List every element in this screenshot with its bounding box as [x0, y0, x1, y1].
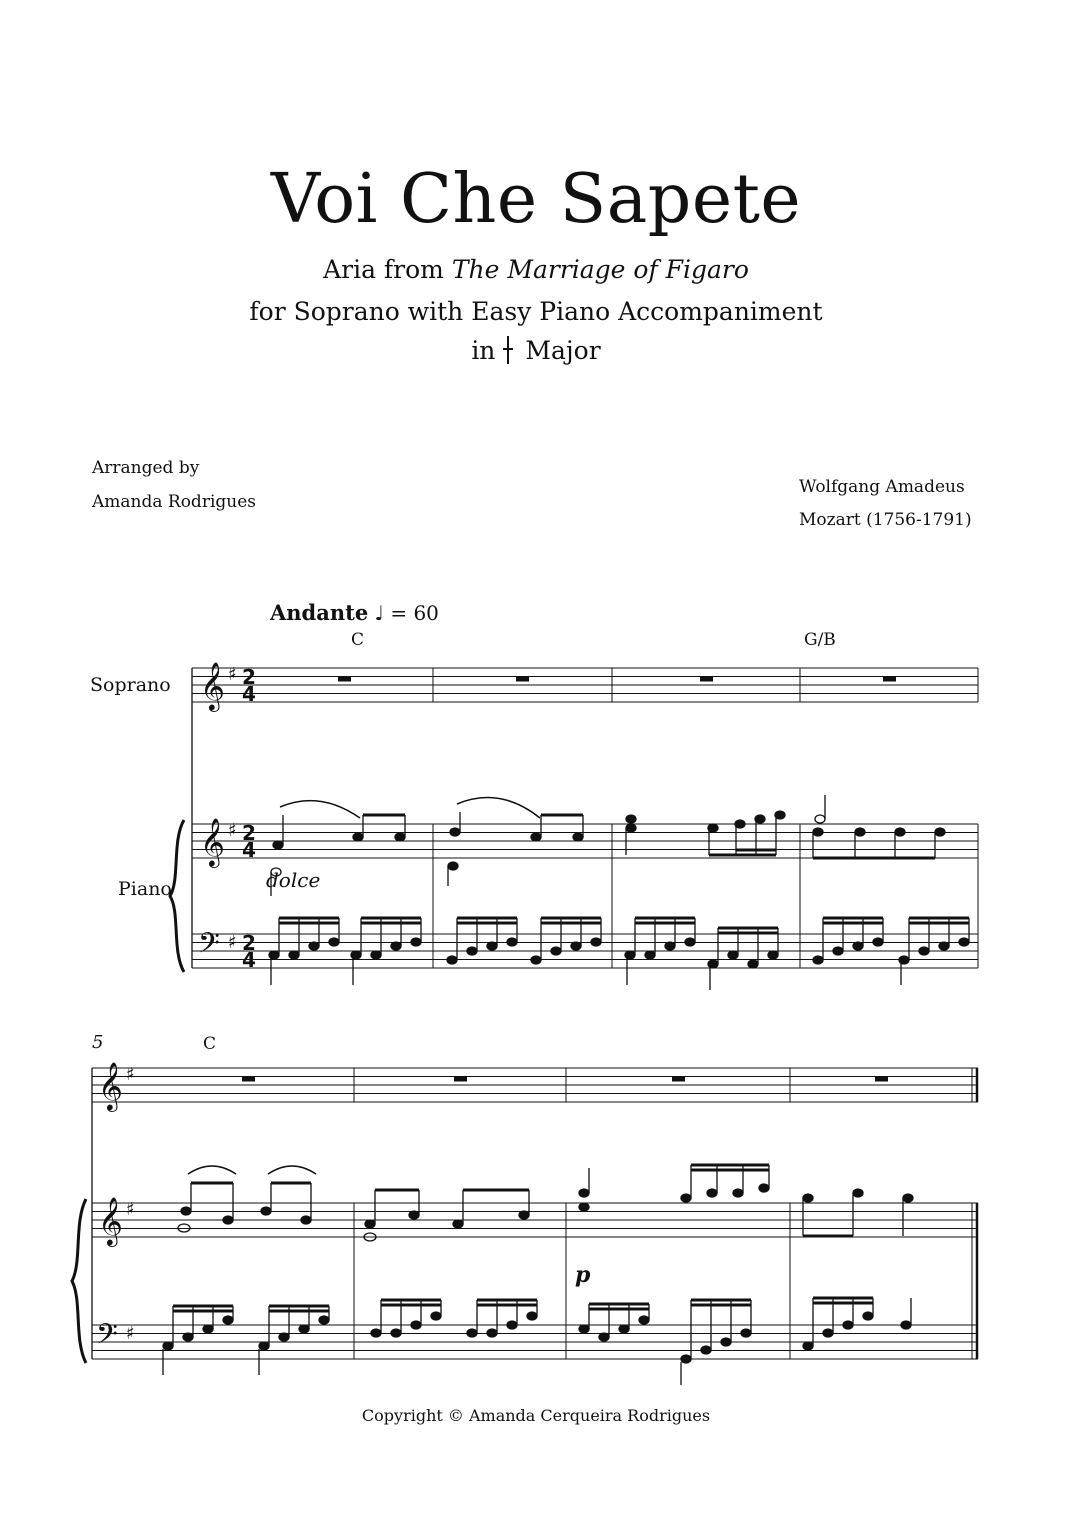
subtitle-prefix: Aria from: [323, 255, 452, 284]
whole-rest: [700, 677, 713, 682]
composer-line2: Mozart (1756-1791): [799, 510, 972, 530]
bass-figure: [371, 1300, 441, 1337]
whole-rest: [875, 1077, 888, 1082]
sharp-icon: ♯: [228, 932, 237, 953]
whole-rest: [338, 677, 351, 682]
treble-clef-icon: 𝄞: [200, 817, 225, 866]
subtitle-work: The Marriage of Figaro: [451, 255, 749, 284]
treble-clef-icon: 𝄞: [98, 1061, 123, 1110]
sharp-icon: ♯: [126, 1323, 135, 1344]
time-sig-den: 4: [242, 838, 256, 862]
treble-clef-icon: 𝄞: [98, 1196, 123, 1245]
sharp-icon: ♯: [126, 1064, 135, 1085]
instrument-label-piano: Piano: [118, 878, 172, 900]
whole-rest: [883, 677, 896, 682]
piano-brace-2: [72, 1199, 86, 1363]
bass-figure: [579, 1304, 649, 1341]
time-sig-num: 2: [242, 821, 256, 845]
whole-rest: [454, 1077, 467, 1082]
time-sig-num: 2: [242, 931, 256, 955]
bass-figure: [531, 918, 601, 964]
chord-symbol: G/B: [804, 630, 836, 650]
chord-symbol: C: [351, 630, 365, 650]
whole-rest: [516, 677, 529, 682]
sharp-icon: ♯: [126, 1199, 135, 1220]
treble-clef-icon: 𝄞: [200, 661, 225, 710]
time-sig-den: 4: [242, 682, 256, 706]
sharp-icon: ♯: [228, 664, 237, 685]
dynamic-piano: p: [575, 1262, 591, 1288]
piano-brace-1: [170, 820, 184, 972]
staff-piano-bass-1: [192, 934, 978, 968]
staff-piano-bass-2: [92, 1325, 978, 1359]
bass-clef-icon: 𝄢: [198, 927, 220, 967]
measure-number: 5: [92, 1032, 104, 1053]
copyright: Copyright © Amanda Cerqueira Rodrigues: [361, 1406, 711, 1425]
composer-line1: Wolfgang Amadeus: [799, 477, 965, 497]
bass-figure: [447, 918, 517, 964]
staff-soprano-2: [92, 1068, 978, 1102]
instrumentation: for Soprano with Easy Piano Accompaniment: [249, 297, 823, 326]
score-title: Voi Che Sapete: [270, 160, 802, 239]
key-prefix: in: [471, 336, 496, 365]
bass-clef-icon: 𝄢: [96, 1318, 118, 1358]
bass-figure: [163, 1306, 233, 1375]
instrument-label-soprano: Soprano: [90, 674, 171, 696]
tempo-value: = 60: [390, 601, 439, 625]
expression-dolce: dolce: [266, 868, 321, 892]
time-sig-num: 2: [242, 665, 256, 689]
arranger-name: Amanda Rodrigues: [92, 492, 256, 512]
quarter-note-icon: ♩: [374, 601, 384, 625]
key-suffix: Major: [525, 336, 601, 365]
staff-soprano-1: [192, 668, 978, 702]
sharp-icon: ♯: [228, 820, 237, 841]
arranged-label: Arranged by: [92, 458, 200, 478]
time-sig-den: 4: [242, 948, 256, 972]
bass-figure: [813, 918, 883, 964]
tempo-word: Andante: [270, 600, 369, 625]
whole-rest: [242, 1077, 255, 1082]
whole-rest: [672, 1077, 685, 1082]
bass-figure: [467, 1300, 537, 1337]
bass-figure: [259, 1306, 329, 1375]
chord-symbol: C: [203, 1034, 217, 1054]
